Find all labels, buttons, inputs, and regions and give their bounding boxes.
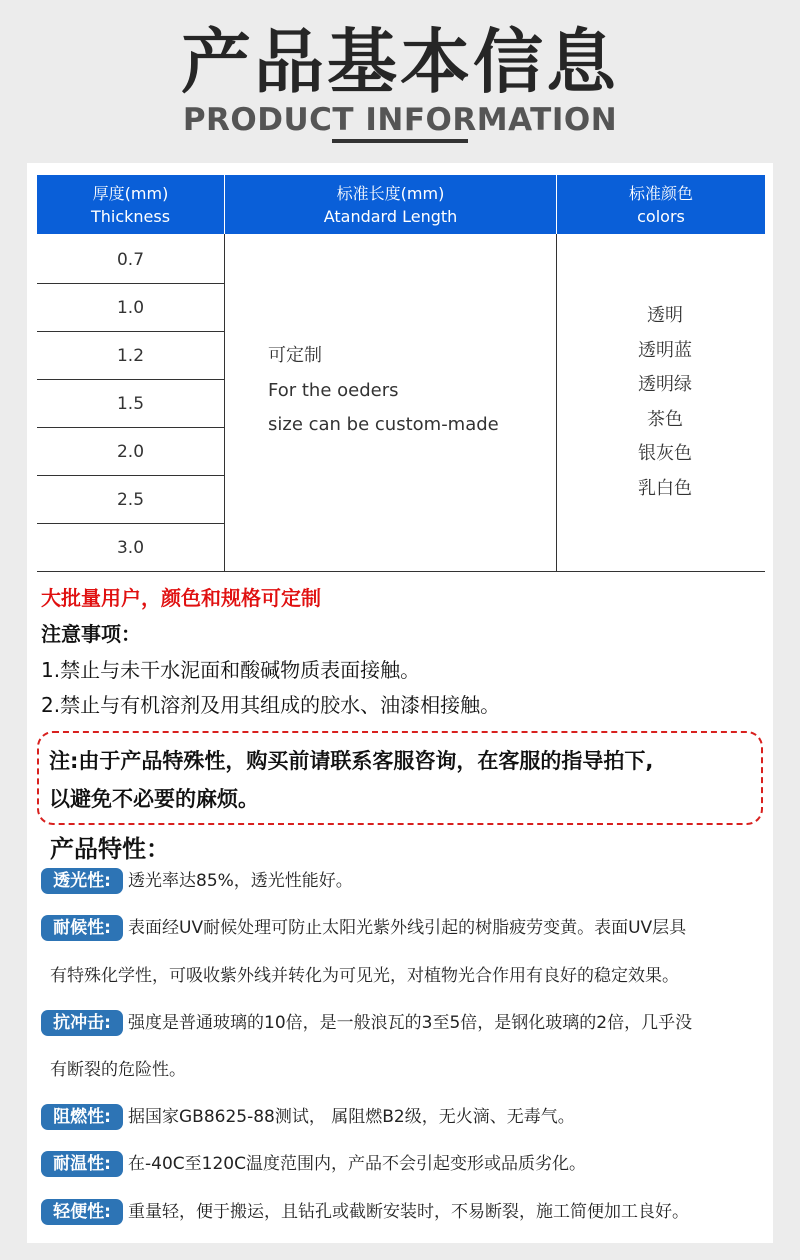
color-item: 透明 [647,305,683,326]
page-title: 产品基本信息 [181,21,619,103]
length-line: 可定制 [268,345,322,366]
color-item: 银灰色 [638,443,692,464]
feature-badge-transmittance: 透光性: [41,868,123,894]
product-table [37,175,765,572]
row-divider [37,331,224,332]
notice-item: 1.禁止与未干水泥面和酸碱物质表面接触。 [41,658,421,682]
row-divider [37,379,224,380]
header-length [225,175,556,234]
feature-badge-temperature: 耐温性: [41,1151,123,1177]
features-heading: 产品特性： [50,835,170,863]
thickness-cell: 3.0 [116,538,145,558]
row-divider [37,283,224,284]
row-divider [37,523,224,524]
header-colors [557,175,765,234]
feature-text-transmittance: 透光率达85%，透光性能好。 [128,871,353,891]
feature-text-flame: 据国家GB8625-88测试， 属阻燃B2级，无火滴、无毒气。 [128,1107,575,1127]
feature-text-lightweight: 重量轻，便于搬运，且钻孔或截断安装时，不易断裂，施工简便加工良好。 [128,1202,689,1222]
header-thickness [37,175,224,234]
color-item: 茶色 [647,408,683,430]
warning-box [37,731,763,825]
header-length-en: Atandard Length [323,207,458,226]
feature-text-impact: 强度是普通玻璃的10倍，是一般浪瓦的3至5倍，是钢化玻璃的2倍，几乎没 [128,1013,693,1033]
feature-text-temperature: 在-40C至120C温度范围内，产品不会引起变形或品质劣化。 [128,1154,586,1174]
thickness-cell: 2.5 [116,490,145,510]
column-divider [224,234,225,572]
notice-item: 2.禁止与有机溶剂及用其组成的胶水、油漆相接触。 [41,693,501,717]
warning-line: 以避免不必要的麻烦。 [49,787,259,811]
color-item: 透明蓝 [638,339,692,361]
thickness-cell: 1.5 [116,394,145,414]
row-divider [37,427,224,428]
color-item: 乳白色 [638,477,692,499]
color-list [557,299,773,506]
table-bottom-border [37,571,765,572]
thickness-cell: 0.7 [116,250,145,270]
header-length-zh: 标准长度(mm) [336,184,445,203]
row-divider [37,475,224,476]
header-colors-en: colors [637,207,685,226]
notice-heading: 注意事项： [41,622,141,646]
thickness-cell: 2.0 [116,442,145,462]
feature-badge-lightweight: 轻便性: [41,1199,123,1225]
header-thickness-en: Thickness [90,207,171,226]
feature-badge-flame: 阻燃性: [41,1104,123,1130]
custom-order-note: 大批量用户，颜色和规格可定制 [41,586,321,610]
length-line: size can be custom-made [268,414,499,435]
thickness-cell: 1.2 [116,346,145,366]
feature-text-impact-cont: 有断裂的危险性。 [50,1060,186,1080]
title-underline [332,139,468,143]
standard-length-text [268,339,499,443]
warning-line: 注:由于产品特殊性，购买前请联系客服咨询，在客服的指导拍下, [49,749,654,773]
feature-text-weather-cont: 有特殊化学性，可吸收紫外线并转化为可见光，对植物光合作用有良好的稳定效果。 [50,966,679,986]
header-colors-zh: 标准颜色 [628,184,693,203]
color-item: 透明绿 [638,374,692,395]
length-line: For the oeders [268,379,399,401]
feature-text-weather: 表面经UV耐候处理可防止太阳光紫外线引起的树脂疲劳变黄。表面UV层具 [128,918,687,938]
header-thickness-zh: 厚度(mm) [92,184,169,203]
feature-badge-impact: 抗冲击: [41,1010,123,1036]
thickness-cell: 1.0 [116,298,145,318]
page-subtitle: PRODUCT INFORMATION [182,102,618,138]
feature-badge-weather: 耐候性: [41,915,123,941]
